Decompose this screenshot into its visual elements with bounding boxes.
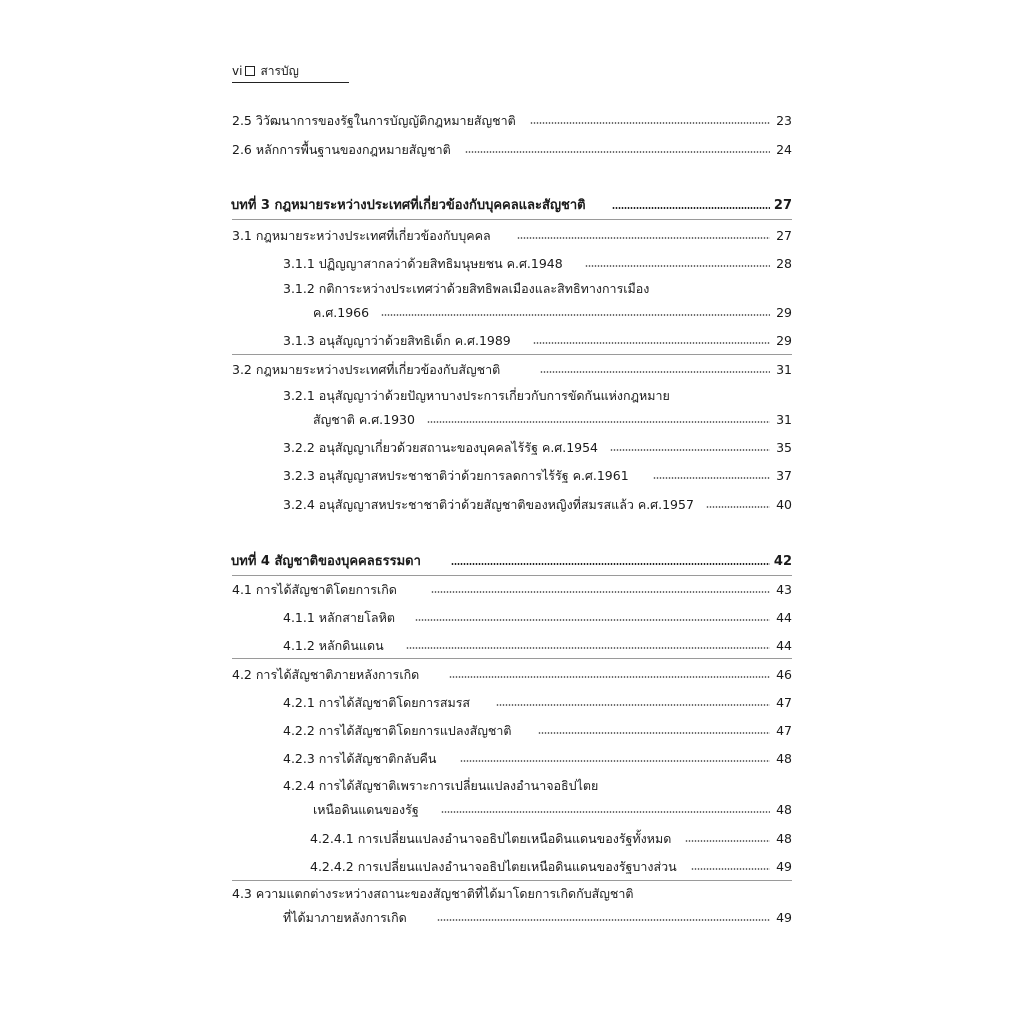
toc-entry-label: 3.2.4 อนุสัญญาสหประชาชาติว่าด้วยสัญชาติของหญิงที่สมรสแล้ว ค.ศ.1957 (283, 497, 694, 512)
toc-entry-label: 2.5 วิวัฒนาการของรัฐในการบัญญัติกฎหมายสัญชาติ (232, 113, 516, 128)
dot-leader (441, 810, 770, 814)
toc-entry-page: 44 (776, 638, 792, 653)
toc-entry-label: 3.2.1 อนุสัญญาว่าด้วยปัญหาบางประการเกี่ยวกับการขัดกันแห่งกฎหมาย (283, 388, 670, 403)
dot-leader (517, 236, 770, 240)
toc-entry-page: 27 (776, 228, 792, 243)
dot-leader (691, 867, 770, 871)
toc-entry-page: 24 (776, 142, 792, 157)
running-header (232, 62, 349, 83)
toc-entry-label: 4.1 การได้สัญชาติโดยการเกิด (232, 582, 397, 597)
toc-entry-label: ที่ได้มาภายหลังการเกิด (283, 910, 407, 925)
divider (232, 354, 792, 355)
toc-entry (283, 494, 792, 514)
toc-entry-label: บทที่ 4 สัญชาติของบุคคลธรรมดา (231, 554, 421, 569)
dot-leader (381, 313, 770, 317)
toc-entry-page: 48 (776, 802, 792, 817)
toc-entry (283, 437, 792, 457)
toc-entry-label: 4.2 การได้สัญชาติภายหลังการเกิด (232, 667, 420, 682)
toc-entry-label: 4.2.3 การได้สัญชาติกลับคืน (283, 751, 437, 766)
toc-entry-label: 2.6 หลักการพื้นฐานของกฎหมายสัญชาติ (232, 142, 451, 157)
toc-entry-page: 48 (776, 831, 792, 846)
dot-leader (585, 264, 770, 268)
toc-entry (283, 692, 792, 712)
toc-entry-label: 3.1.2 กติการะหว่างประเทศว่าด้วยสิทธิพลเมืองและสิทธิทางการเมือง (283, 281, 650, 296)
toc-entry-label: บทที่ 3 กฎหมายระหว่างประเทศที่เกี่ยวข้องกับบุคคลและสัญชาติ (231, 198, 586, 213)
toc-entry (232, 885, 792, 905)
toc-entry-label: 4.2.4 การได้สัญชาติเพราะการเปลี่ยนแปลงอำนาจอธิปไตย (283, 778, 599, 793)
dot-leader (427, 420, 770, 424)
toc-entry-label: 4.1.2 หลักดินแดน (283, 638, 384, 653)
dot-leader (451, 562, 770, 566)
toc-entry-page: 37 (776, 468, 792, 483)
dot-leader (465, 150, 770, 154)
toc-entry-label: สัญชาติ ค.ศ.1930 (313, 412, 415, 427)
toc-entry-label: ค.ศ.1966 (313, 305, 370, 320)
toc-chapter-heading (231, 551, 792, 571)
square-bullet-icon (245, 66, 255, 76)
toc-entry (283, 720, 792, 740)
divider (232, 575, 792, 576)
dot-leader (653, 476, 770, 480)
toc-entry-page: 27 (773, 198, 792, 213)
dot-leader (533, 341, 770, 345)
toc-entry-label: 4.3 ความแตกต่างระหว่างสถานะของสัญชาติที่ได้มาโดยการเกิดกับสัญชาติ (232, 886, 634, 901)
dot-leader (612, 206, 770, 210)
toc-entry-label: 4.2.2 การได้สัญชาติโดยการแปลงสัญชาติ (283, 723, 512, 738)
toc-entry-page: 47 (776, 695, 792, 710)
toc-entry-page: 29 (776, 333, 792, 348)
toc-entry-page: 31 (776, 362, 792, 377)
toc-entry (232, 359, 792, 379)
dot-leader (460, 759, 770, 763)
dot-leader (449, 675, 770, 679)
dot-leader (706, 505, 770, 509)
toc-entry-page: 35 (776, 440, 792, 455)
toc-entry-label: 3.2.3 อนุสัญญาสหประชาชาติว่าด้วยการลดการไร้รัฐ ค.ศ.1961 (283, 468, 629, 483)
divider (232, 658, 792, 659)
dot-leader (530, 121, 770, 125)
toc-entry-page: 49 (776, 910, 792, 925)
toc-entry-label: 3.1.3 อนุสัญญาว่าด้วยสิทธิเด็ก ค.ศ.1989 (283, 333, 511, 348)
toc-entry (283, 280, 792, 300)
toc-entry-page: 46 (776, 667, 792, 682)
toc-entry-label: 4.1.1 หลักสายโลหิต (283, 610, 395, 625)
toc-entry (283, 635, 792, 655)
toc-entry (283, 465, 792, 485)
toc-entry-label: เหนือดินแดนของรัฐ (313, 802, 419, 817)
toc-entry-label: 4.2.4.2 การเปลี่ยนแปลงอำนาจอธิปไตยเหนือดินแดนของรัฐบางส่วน (310, 859, 677, 874)
toc-entry-continuation (313, 409, 792, 429)
divider (232, 880, 792, 881)
toc-entry (232, 110, 792, 130)
dot-leader (685, 839, 770, 843)
dot-leader (610, 448, 770, 452)
toc-entry-continuation (283, 907, 792, 927)
dot-leader (496, 703, 770, 707)
toc-entry (283, 253, 792, 273)
toc-entry-label: 3.2.2 อนุสัญญาเกี่ยวด้วยสถานะของบุคคลไร้รัฐ ค.ศ.1954 (283, 440, 599, 455)
dot-leader (406, 646, 770, 650)
toc-entry-label: 3.1 กฎหมายระหว่างประเทศที่เกี่ยวข้องกับบุคคล (232, 228, 491, 243)
toc-entry-continuation (313, 302, 792, 322)
toc-entry-page: 29 (776, 305, 792, 320)
header-title: สารบัญ (260, 64, 299, 78)
toc-entry (283, 330, 792, 350)
toc-entry-continuation (313, 799, 792, 819)
toc-entry (283, 387, 792, 407)
dot-leader (431, 590, 770, 594)
toc-entry-label: 4.2.1 การได้สัญชาติโดยการสมรส (283, 695, 471, 710)
toc-entry-page: 49 (776, 859, 792, 874)
toc-entry (232, 579, 792, 599)
toc-entry-page: 47 (776, 723, 792, 738)
toc-entry-page: 42 (773, 554, 792, 569)
toc-chapter-heading (231, 195, 792, 215)
divider (232, 219, 792, 220)
header-page-number: vi (232, 64, 243, 78)
toc-entry (232, 139, 792, 159)
toc-entry-page: 43 (776, 582, 792, 597)
toc-entry-label: 3.2 กฎหมายระหว่างประเทศที่เกี่ยวข้องกับสัญชาติ (232, 362, 501, 377)
toc-entry (283, 777, 792, 797)
toc-entry (232, 225, 792, 245)
toc-entry (310, 828, 792, 848)
toc-entry-label: 3.1.1 ปฏิญญาสากลว่าด้วยสิทธิมนุษยชน ค.ศ.1948 (283, 256, 563, 271)
dot-leader (415, 618, 770, 622)
toc-entry (283, 607, 792, 627)
toc-entry (232, 664, 792, 684)
toc-entry (283, 748, 792, 768)
toc-entry (310, 856, 792, 876)
dot-leader (538, 731, 771, 735)
toc-entry-page: 23 (776, 113, 792, 128)
toc-entry-page: 28 (776, 256, 792, 271)
toc-entry-page: 31 (776, 412, 792, 427)
dot-leader (540, 370, 770, 374)
toc-entry-label: 4.2.4.1 การเปลี่ยนแปลงอำนาจอธิปไตยเหนือดินแดนของรัฐทั้งหมด (310, 831, 672, 846)
toc-entry-page: 40 (776, 497, 792, 512)
dot-leader (437, 918, 770, 922)
toc-entry-page: 44 (776, 610, 792, 625)
toc-entry-page: 48 (776, 751, 792, 766)
